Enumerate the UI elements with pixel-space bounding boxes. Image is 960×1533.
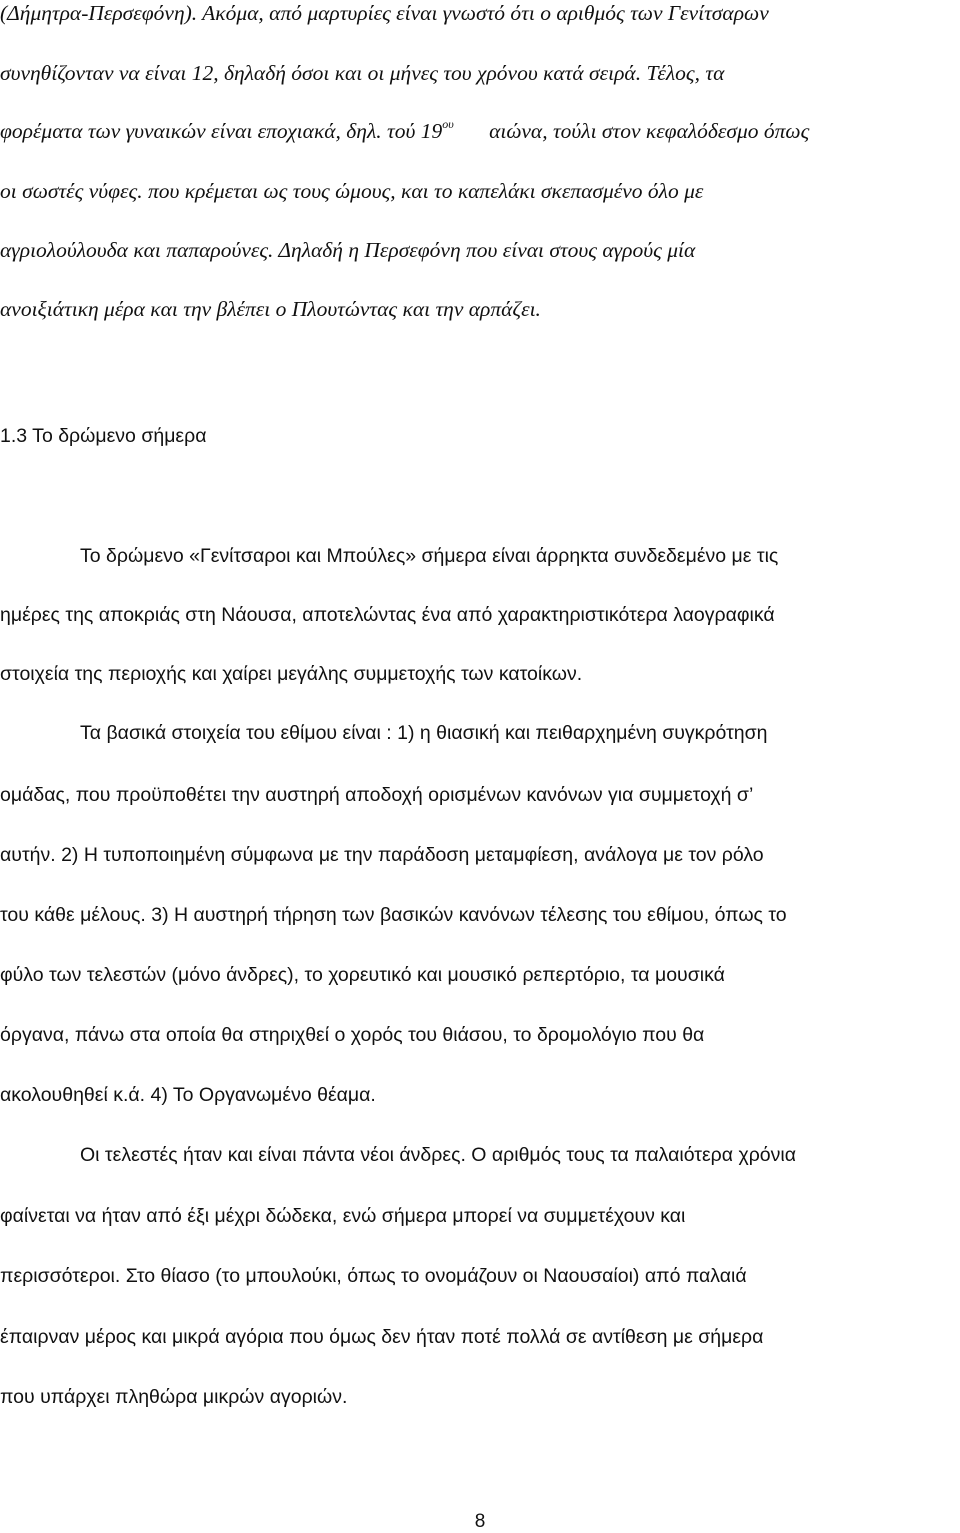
- paragraph-2-line-6: όργανα, πάνω στα οποία θα στηριχθεί ο χορός του θιάσου, το δρομολόγιο που θα: [0, 1024, 705, 1046]
- paragraph-2-line-2: ομάδας, που προϋποθέτει την αυστηρή αποδοχή ορισμένων κανόνων για συμμετοχή σ’: [0, 784, 754, 806]
- paragraph-1-line-3: στοιχεία της περιοχής και χαίρει μεγάλης συμμετοχής των κατοίκων.: [0, 663, 583, 685]
- paragraph-3-line-3: περισσότεροι. Στο θίασο (το μπουλούκι, όπως το ονομάζουν οι Ναουσαίοι) από παλαιά: [0, 1265, 747, 1287]
- top-paragraph-line-1: (Δήμητρα-Περσεφόνη). Ακόμα, από μαρτυρίες είναι γνωστό ότι ο αριθμός των Γενίτσαρων: [0, 1, 769, 25]
- page-number: 8: [474, 1511, 486, 1532]
- paragraph-3-line-1: Οι τελεστές ήταν και είναι πάντα νέοι άνδρες. Ο αριθμός τους τα παλαιότερα χρόνια: [80, 1144, 796, 1166]
- paragraph-2-line-4: του κάθε μέλους. 3) Η αυστηρή τήρηση των βασικών κανόνων τέλεσης του εθίμου, όπως το: [0, 904, 787, 926]
- top-paragraph-line-6: ανοιξιάτικη μέρα και την βλέπει ο Πλουτώντας και την αρπάζει.: [0, 297, 541, 321]
- paragraph-1-line-1: Το δρώμενο «Γενίτσαροι και Μπούλες» σήμερα είναι άρρηκτα συνδεδεμένο με τις: [80, 545, 779, 567]
- line-3-after: αιώνα, τούλι στον κεφαλόδεσμο όπως: [489, 119, 810, 143]
- paragraph-1-line-2: ημέρες της αποκριάς στη Νάουσα, αποτελώντας ένα από χαρακτηριστικότερα λαογραφικά: [0, 604, 775, 626]
- paragraph-2-line-1: Τα βασικά στοιχεία του εθίμου είναι : 1) η θιασική και πειθαρχημένη συγκρότηση: [80, 722, 768, 744]
- paragraph-3-line-2: φαίνεται να ήταν από έξι μέχρι δώδεκα, ενώ σήμερα μπορεί να συμμετέχουν και: [0, 1205, 686, 1227]
- paragraph-2-line-3: αυτήν. 2) Η τυποποιημένη σύμφωνα με την παράδοση μεταμφίεση, ανάλογα με τον ρόλο: [0, 844, 764, 866]
- paragraph-3-line-5: που υπάρχει πληθώρα μικρών αγοριών.: [0, 1386, 348, 1408]
- top-paragraph-line-5: αγριολούλουδα και παπαρούνες. Δηλαδή η Περσεφόνη που είναι στους αγρούς μία: [0, 238, 696, 262]
- section-heading: 1.3 Το δρώμενο σήμερα: [0, 425, 207, 447]
- top-paragraph-line-2: συνηθίζονταν να είναι 12, δηλαδή όσοι και οι μήνες του χρόνου κατά σειρά. Τέλος, τα: [0, 61, 725, 85]
- ordinal-superscript: ου: [442, 117, 454, 131]
- top-paragraph-line-3: [0, 118, 809, 147]
- line-3-before: φορέματα των γυναικών είναι εποχιακά, δηλ. τού 19: [0, 119, 443, 143]
- paragraph-3-line-4: έπαιρναν μέρος και μικρά αγόρια που όμως δεν ήταν ποτέ πολλά σε αντίθεση με σήμερα: [0, 1326, 764, 1348]
- paragraph-2-line-7: ακολουθηθεί κ.ά. 4) Το Οργανωμένο θέαμα.: [0, 1084, 376, 1106]
- top-paragraph-line-4: οι σωστές νύφες. που κρέμεται ως τους ώμους, και το καπελάκι σκεπασμένο όλο με: [0, 179, 704, 203]
- paragraph-2-line-5: φύλο των τελεστών (μόνο άνδρες), το χορευτικό και μουσικό ρεπερτόριο, τα μουσικά: [0, 964, 725, 986]
